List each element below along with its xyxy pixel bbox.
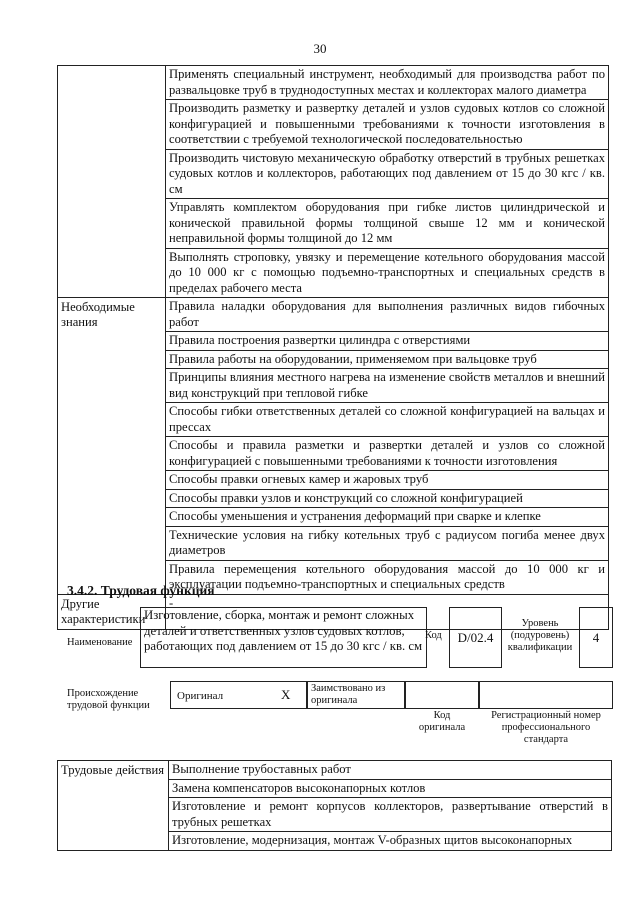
code-label: Код — [425, 630, 442, 641]
row-item: Применять специальный инструмент, необходимый для производства работ по развальцовке труб в труднодоступных местах и коллекторах малого диаметра — [166, 66, 609, 100]
origin-label: Происхождение трудовой функции — [67, 688, 150, 711]
row-item: Правила наладки оборудования для выполнения различных видов гибочных работ — [166, 298, 609, 332]
section-title: 3.4.2. Трудовая функция — [67, 583, 215, 598]
row-item: - — [166, 594, 609, 629]
reg-number-cell — [478, 681, 613, 709]
table-row — [58, 761, 612, 780]
table-row — [58, 66, 609, 100]
row-item: Изготовление, модернизация, монтаж V-образных щитов высоконапорных — [169, 832, 612, 851]
row-item: Способы гибки ответственных деталей со сложной конфигурацией на вальцах и прессах — [166, 403, 609, 437]
function-name-field: Изготовление, сборка, монтаж и ремонт сложных деталей и ответственных узлов судовых котлов, работающих под давлением от 15 до 30 кгс / кв. см — [140, 607, 427, 668]
level-label: Уровень (подуровень) квалификации — [507, 618, 573, 653]
row-item: Принципы влияния местного нагрева на изменение свойств металлов и внешний вид конструкций при тепловой гибке — [166, 369, 609, 403]
function-code-field: D/02.4 — [449, 607, 502, 668]
row-item: Изготовление и ремонт корпусов коллекторов, развертывание отверстий в трубных решетках — [169, 798, 612, 832]
row-label: Трудовые действия — [58, 761, 169, 851]
row-item: Правила работы на оборудовании, применяемом при вальцовке труб — [166, 350, 609, 369]
table-row — [58, 298, 609, 332]
code-original-cell — [404, 681, 480, 709]
row-item: Выполнять строповку, увязку и перемещение котельного оборудования массой до 10 000 кг с помощью подъемно-транспортных и специальных средств в пределах рабочего места — [166, 248, 609, 298]
row-item: Способы уменьшения и устранения деформаций при сварке и клепке — [166, 508, 609, 527]
code-original-caption: Код оригинала — [418, 710, 466, 733]
row-item: Управлять комплектом оборудования при гибке листов цилиндрической и конической правильной формы толщиной свыше 12 мм и конической неправильной формы толщиной до 12 мм — [166, 199, 609, 249]
row-item: Производить чистовую механическую обработку отверстий в трубных решетках судовых котлов и коллекторов, работающих под давлением от 15 до 30 кгс / кв. см — [166, 149, 609, 199]
row-item: Производить разметку и развертку деталей и узлов судовых котлов со сложной конфигурацией и повышенными требованиями к точности изготовления в соответствии с требуемой технологической последовательностью — [166, 100, 609, 150]
skills-knowledge-table — [57, 65, 609, 630]
reg-number-caption: Регистрационный номер профессионального стандарта — [491, 710, 601, 745]
row-item: Замена компенсаторов высоконапорных котлов — [169, 779, 612, 798]
row-item: Способы правки огневых камер и жаровых труб — [166, 471, 609, 490]
row-item: Способы и правила разметки и развертки деталей и узлов со сложной конфигурацией с повышенными требованиями к точности изготовления — [166, 437, 609, 471]
row-label: Другие характеристики — [58, 594, 166, 629]
row-item: Правила перемещения котельного оборудования массой до 10 000 кг и эксплуатации подъемно-транспортных и специальных средств — [166, 560, 609, 594]
row-item: Способы правки узлов и конструкций со сложной конфигурацией — [166, 489, 609, 508]
name-label: Наименование — [67, 637, 133, 648]
page-number: 30 — [313, 41, 327, 56]
level-field: 4 — [579, 607, 613, 668]
original-mark: X — [281, 687, 291, 702]
row-item: Правила построения развертки цилиндра с отверстиями — [166, 332, 609, 351]
row-label: Необходимые знания — [58, 298, 166, 595]
row-label — [58, 66, 166, 298]
original-label: Оригинал — [177, 690, 224, 702]
row-item: Технические условия на гибку котельных труб с радиусом погиба менее двух диаметров — [166, 526, 609, 560]
labor-actions-table — [57, 760, 612, 851]
row-item: Выполнение трубоставных работ — [169, 761, 612, 780]
borrowed-label: Заимствовано из оригинала — [311, 683, 386, 706]
